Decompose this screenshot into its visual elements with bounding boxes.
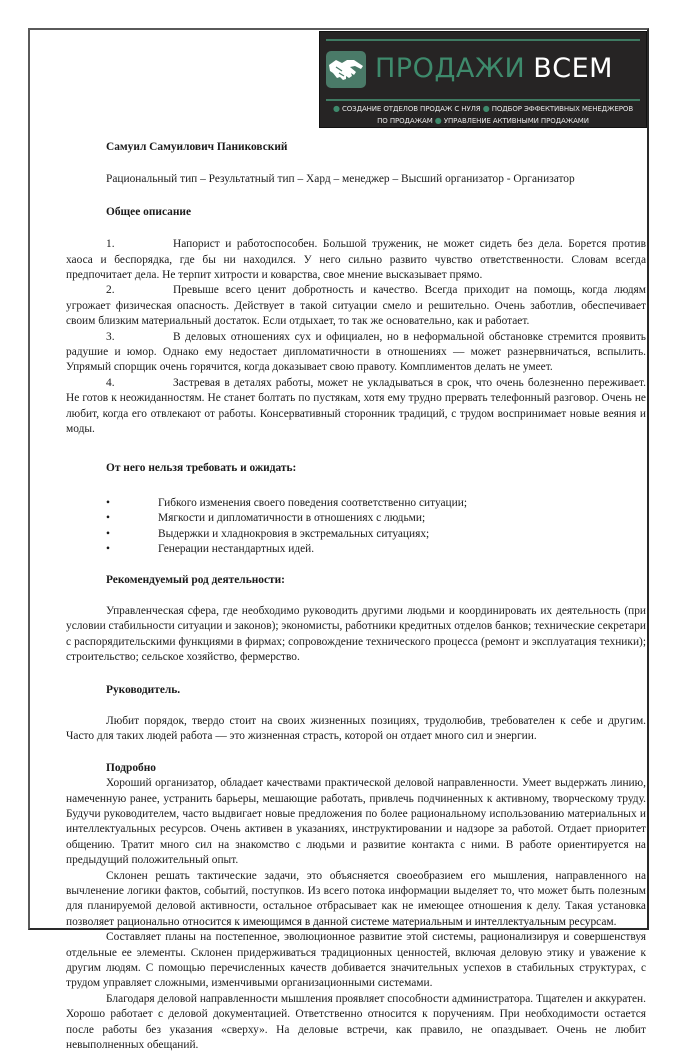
item-text: Застревая в деталях работы, может не укладываться в срок, что очень болезненно переживает. Не готов к неожиданностям. Не станет болтать по пустякам, хотя ему трудно прервать телефонный разговор. Очень не любит, когда его отвлекают от работы. Консервативный сторонник традиций, с трудом воспринимает новые веяния и моды. [66, 376, 646, 436]
tagline-item: ПОДБОР ЭФФЕКТИВНЫХ МЕНЕДЖЕРОВ [491, 105, 634, 113]
item-text: Напорист и работоспособен. Большой труженик, не может сидеть без дела. Борется против хаоса и беспорядка, где бы ни находился. У него сильно развито чувство ответственности. Словам всегда предпочитает дела. Не терпит хитрости и коварства, свое мнение высказывает прямо. [66, 238, 646, 282]
tagline-item: СОЗДАНИЕ ОТДЕЛОВ ПРОДАЖ С НУЛЯ [341, 105, 481, 113]
banner-bottom-rule [326, 99, 640, 101]
brand-name-part1: ПРОДАЖИ [375, 53, 526, 84]
section-heading-cannot-expect: От него нельзя требовать и ожидать: [106, 461, 297, 474]
personality-types: Рациональный тип – Результатный тип – Хард – менеджер – Высший организатор - Организатор [106, 173, 575, 186]
numbered-item [66, 237, 646, 283]
general-description-list [66, 237, 646, 437]
bullet-item [66, 527, 646, 542]
bullet-text: Гибкого изменения своего поведения соответственно ситуации; [158, 496, 467, 509]
cannot-expect-list [66, 496, 646, 558]
leader-text: Любит порядок, твердо стоит на своих жизненных позициях, трудолюбив, требователен к себе и другим. Часто для таких людей работа — это жизненная страсть, которой он отдает много сил и энергии. [66, 714, 646, 743]
document-body [66, 140, 646, 1054]
item-text: Превыше всего ценит добротность и качество. Всегда приходит на помощь, когда людям угрожает физическая опасность. Действует в такой ситуации смело и решительно. Очень заботлив, обеспечивает своим близким материальный достаток. Если отдыхает, то так же основательно, как и работает. [66, 284, 646, 328]
tagline-item: УПРАВЛЕНИЕ АКТИВНЫМИ ПРОДАЖАМИ [443, 117, 589, 125]
bullet-icon: • [106, 512, 110, 525]
section-heading-recommended: Рекомендуемый род деятельности: [106, 573, 285, 586]
handshake-icon [326, 51, 366, 88]
bullet-text: Генерации нестандартных идей. [158, 543, 315, 556]
bullet-item [66, 542, 646, 557]
item-number: 4. [106, 376, 115, 389]
section-heading-general: Общее описание [106, 205, 192, 218]
banner-tagline-line2 [320, 116, 646, 125]
item-number: 3. [106, 330, 115, 343]
brand-name [375, 52, 613, 86]
item-number: 1. [106, 238, 115, 251]
company-banner [319, 31, 647, 128]
bullet-item [66, 511, 646, 526]
detail-paragraph: Составляет планы на постепенное, эволюционное развитие этой системы, рационализируя и совершенствуя отдельные ее элементы. Склонен придерживаться традиционных ценностей, включая деловую этику и уважение к другим людям. С помощью перечисленных качеств добивается значительных успехов в стабильных структурах, с трудом управляет сложными, изменчивыми организационными системами. [66, 931, 646, 990]
numbered-item [66, 376, 646, 438]
tagline-item: ПО ПРОДАЖАМ [377, 117, 433, 125]
bullet-icon: • [106, 543, 110, 556]
bullet-text: Выдержки и хладнокровия в экстремальных ситуациях; [158, 527, 430, 540]
detail-paragraph: Благодаря деловой направленности мышления проявляет способности администратора. Тщателен и аккуратен. Хорошо работает с деловой документацией. Ответственно относится к поручениям. При необходимости остается после работы без указания «сверху». На деловые встречи, как правило, не опаздывает. Очень не любит невыполненных обещаний. [66, 992, 646, 1052]
recommended-text: Управленческая сфера, где необходимо руководить другими людьми и координировать их деятельность (при условии стабильности ситуации и законов); экономисты, работники кредитных отделов банков; технические секретари с распорядительскими функциями в фирмах; сопровождение технического процесса (ремонт и эксплуатация техники); строительство; сельское хозяйство, фермерство. [66, 604, 647, 664]
section-heading-detail: Подробно [106, 761, 156, 774]
banner-tagline-line1 [320, 104, 646, 113]
numbered-item [66, 330, 646, 376]
detail-paragraph: Хороший организатор, обладает качествами практической деловой направленности. Умеет выдержать линию, намеченную ранее, устранить барьеры, мешающие работать, привлечь подчиненных к активному, творческому труду. Будучи руководителем, часто выдвигает новые предложения по более рациональному использованию материальных и интеллектуальных ресурсов. Очень активен в указаниях, инструктировании и надзоре за работой. Отдает приоритет общению. Тратит много сил на знакомство с людьми и развитие контакта с ними. В работе ориентируется на предыдущий положительный опыт. [66, 777, 646, 867]
bullet-icon: • [106, 496, 110, 509]
banner-top-rule [326, 39, 640, 41]
detail-paragraph: Склонен решать тактические задачи, это объясняется своеобразием его мышления, направленного на вычленение логики фактов, событий, поступков. Из всего потока информации выделяет то, что может быть полезным для планируемой деловой активности, остальное отбрасывает как не имеющее отношения к делу. Такая установка позволяет рационально относится к имеющимся в данной системе материальным и интеллектуальным ресурсам. [66, 869, 646, 928]
section-heading-leader: Руководитель. [106, 683, 181, 696]
bullet-item [66, 496, 646, 511]
person-name: Самуил Самуилович Паниковский [106, 141, 288, 153]
bullet-dot-icon: ● [434, 116, 442, 125]
bullet-icon: • [106, 527, 110, 540]
brand-name-part2: ВСЕМ [533, 53, 613, 84]
bullet-dot-icon: ● [332, 104, 340, 113]
bullet-dot-icon: ● [482, 104, 490, 113]
bullet-text: Мягкости и дипломатичности в отношениях с людьми; [158, 512, 426, 525]
item-number: 2. [106, 284, 115, 297]
item-text: В деловых отношениях сух и официален, но в неформальной обстановке стремится проявить радушие и юмор. Однако ему недостает дипломатичности в отношениях — может разнервничаться, вспылить. Упрямый спорщик очень горячится, когда доказывает свою правоту. Комплиментов делать не умеет. [66, 330, 646, 374]
numbered-item [66, 283, 646, 329]
